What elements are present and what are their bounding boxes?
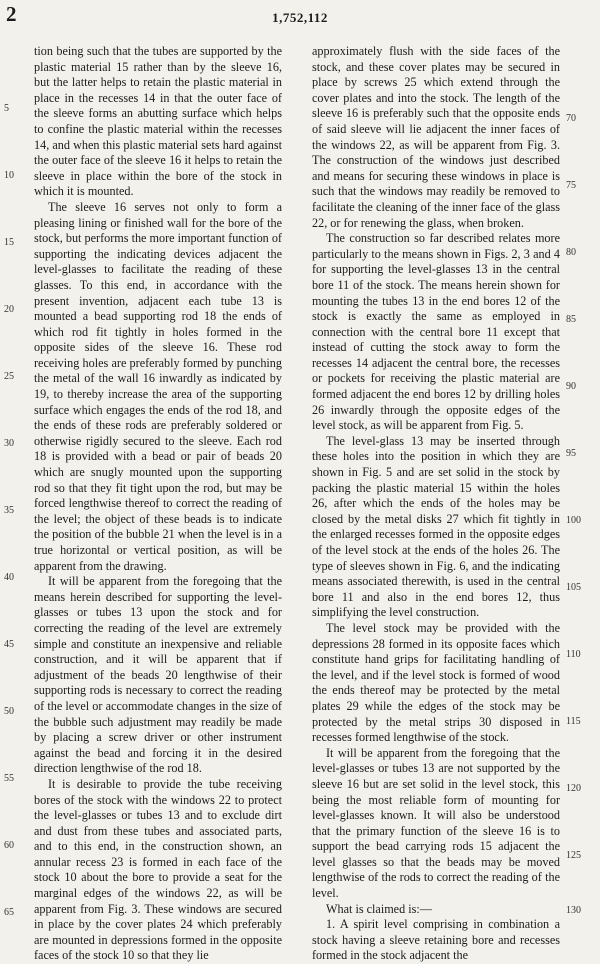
line-number: 85 bbox=[566, 314, 576, 325]
line-number: 110 bbox=[566, 649, 581, 660]
line-number: 95 bbox=[566, 448, 576, 459]
paragraph: 1. A spirit level comprising in combination a stock having a sleeve retaining bore and recesses formed in the stock adjacent the bbox=[312, 917, 560, 963]
page-number: 2 bbox=[6, 2, 17, 26]
line-number: 45 bbox=[4, 639, 14, 650]
paragraph: approximately flush with the side faces of the stock, and these cover plates may be secured in place by screws 25 which extend through the cover plates and into the stock. The length of the sleeve 16 is preferably such that the opposite ends of said sleeve will lie adjacent the inner faces of the windows 22, as will be apparent from Fig. 3. The construction of the windows just described and means for securing these windows in place is such that the windows may readily be removed to facilitate the cleaning of the inner face of the glass 22, or for renewing the glass, when broken. bbox=[312, 44, 560, 230]
line-number: 105 bbox=[566, 582, 581, 593]
line-number: 15 bbox=[4, 237, 14, 248]
paragraph: The sleeve 16 serves not only to form a pleasing lining or finished wall for the bore of the stock, but performs the more important function of supporting the indicating devices adjacent the level-glasses to facilitate the reading of these glasses. To this end, in accordance with the present invention, adjacent each tube 13 is mounted a bead supporting rod 18 the ends of which rod fit tightly in holes formed in the opposite sides of the sleeve 16. These rod receiving holes are preferably formed by punching the metal of the wall 16 inwardly as indicated by 19, to thereby increase the area of the supporting surface which engages the ends of the rod 18, and the ends of these rods are preferably soldered or otherwise rigidly secured to the sleeve. Each rod 18 is provided with a bead or pair of beads 20 which are snugly mounted upon the supporting rod so that they fit tight upon the rod, but may be forced lengthwise thereof to correct the reading of the level; the object of these beads is to indicate the position of the bubble 21 when the level is in a true horizontal or vertical position, as will be apparent from the drawing. bbox=[34, 199, 282, 573]
line-number: 50 bbox=[4, 706, 14, 717]
line-number: 65 bbox=[4, 907, 14, 918]
right-text-column bbox=[312, 44, 560, 964]
left-text-column bbox=[34, 44, 282, 964]
paragraph: tion being such that the tubes are supported by the plastic material 15 rather than by the sleeve 16, but the latter helps to retain the plastic material in place in the recesses 14 in that the outer face of the sleeve forms an abutting surface which helps to confine the plastic material within the recesses 14, and when this plastic material sets hard against the outer face of the sleeve 16 it helps to retain the sleeve in place within the bore of the stock in which it is mounted. bbox=[34, 44, 282, 199]
line-number: 5 bbox=[4, 103, 9, 114]
patent-number: 1,752,112 bbox=[272, 10, 328, 25]
line-number: 35 bbox=[4, 505, 14, 516]
paragraph: It will be apparent from the foregoing that the level-glasses or tubes 13 are not supported by the sleeve 16 but are set solid in the level stock, this being the most reliable form of mounting for level-glasses known. It will also be understood that the primary function of the sleeve 16 is to support the bead carrying rods 15 adjacent the level glasses so that the beads may be moved lengthwise of the rods to correct the reading of the level. bbox=[312, 745, 560, 901]
line-number: 60 bbox=[4, 840, 14, 851]
line-number: 100 bbox=[566, 515, 581, 526]
line-number: 30 bbox=[4, 438, 14, 449]
line-number: 90 bbox=[566, 381, 576, 392]
paragraph: It is desirable to provide the tube receiving bores of the stock with the windows 22 to protect the level-glasses or tubes 13 and to exclude dirt and dust from these tubes and associated parts, and to this end, in the construction shown, an annular recess 23 is formed in each face of the stock 10 about the bore to provide a seat for the marginal edges of the windows 22, as will be apparent from Fig. 3. These windows are secured in place by the cover plates 24 which preferably are mounted in depressions formed in the opposite faces of the stock 10 so that they lie bbox=[34, 776, 282, 963]
claims-heading: What is claimed is:— bbox=[326, 901, 432, 916]
line-number: 40 bbox=[4, 572, 14, 583]
line-number: 130 bbox=[566, 905, 581, 916]
paragraph: It will be apparent from the foregoing that the means herein described for supporting the level-glasses or tubes 13 upon the stock and for correcting the reading of the level are extremely simple and constitute an inexpensive and reliable construction, and it will be apparent that if adjustment of the beads 20 lengthwise of their supporting rods is necessary to correct the reading of the level or accommodate changes in the size of the bubble such adjustment may readily be made by placing a screw driver or other instrument against the bead and forcing it in the desired direction lengthwise of the rod 18. bbox=[34, 574, 282, 776]
line-number: 125 bbox=[566, 850, 581, 861]
line-number: 120 bbox=[566, 783, 581, 794]
paragraph: The level-glass 13 may be inserted through these holes into the position in which they are shown in Fig. 5 and are set solid in the stock by packing the plastic material 15 within the holes 26, after which the ends of the holes may be closed by the metal disks 27 which fit tightly in the enlarged recesses formed in the opposite edges of the level stock at the ends of the holes 26. The type of sleeves shown in Fig. 6, and the indicating means associated therewith, is used in the central bore 11 and also in the end bores 12, thus simplifying the level construction. bbox=[312, 433, 560, 620]
line-number: 20 bbox=[4, 304, 14, 315]
line-number: 115 bbox=[566, 716, 581, 727]
line-number: 10 bbox=[4, 170, 14, 181]
paragraph: The construction so far described relates more particularly to the means shown in Figs. 2, 3 and 4 for supporting the level-glasses 13 in the central bore 11 of the stock. The means herein shown for mounting the tubes 13 in the end bores 12 of the stock is exactly the same as employed in connection with the central bore 11 except that instead of cutting the stock away to form the recesses 14 adjacent the central bore, the recesses or pockets for receiving the plastic material are formed adjacent the end bores 12 by drilling holes 26 inwardly through the opposite edges of the level stock, as will be apparent from Fig. 5. bbox=[312, 231, 560, 433]
paragraph: The level stock may be provided with the depressions 28 formed in its opposite faces which constitute hand grips for facilitating handling of the level, and if the level stock is formed of wood the ends thereof may be protected by the metal plates 29 while the edges of the stock may be protected by the metal strips 30 disposed in recesses formed lengthwise of the stock. bbox=[312, 620, 560, 745]
line-number: 80 bbox=[566, 247, 576, 258]
line-number: 70 bbox=[566, 113, 576, 124]
line-number: 25 bbox=[4, 371, 14, 382]
line-number: 75 bbox=[566, 180, 576, 191]
line-number: 55 bbox=[4, 773, 14, 784]
